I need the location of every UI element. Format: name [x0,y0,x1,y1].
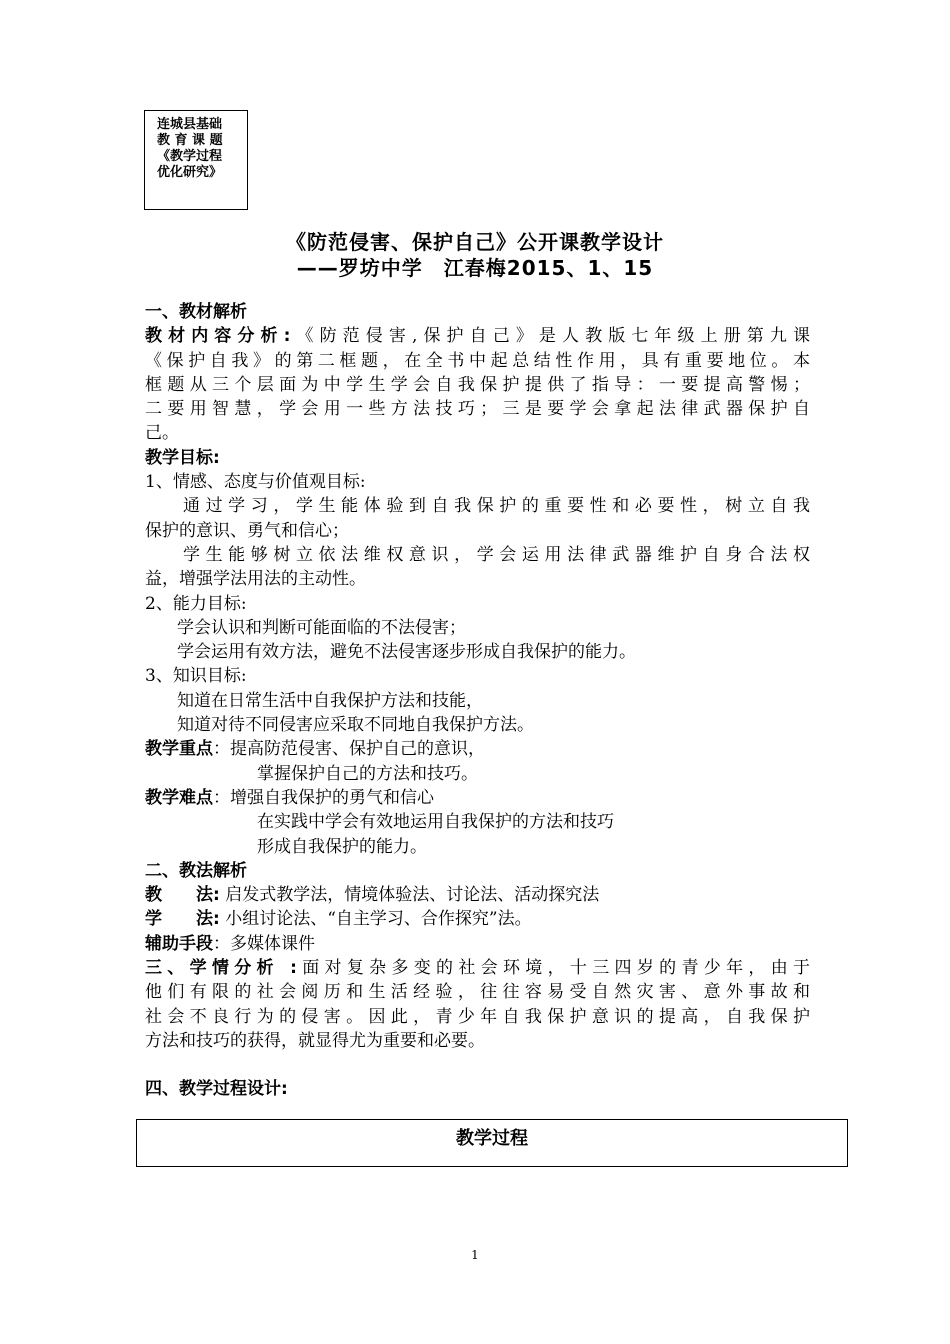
text: ：多媒体课件 [213,933,315,954]
goal-title: 2、能力目标: [145,593,247,614]
section-heading: 三、学情分析 : [145,958,297,979]
stamp-line: 优化研究》 [157,165,223,180]
goal-title: 1、情感、态度与价值观目标: [145,472,366,493]
paragraph-line: 学生能够树立依法维权意识，学会运用法律武器维护自身合法权 [183,544,810,565]
text: 面对复杂多变的社会环境，十三四岁的青少年，由于 [296,958,811,979]
paragraph-line: 通过学习，学生能体验到自我保护的重要性和必要性，树立自我 [183,496,810,517]
inline-label: 教材内容分析: [145,326,291,347]
paragraph-line: 学会认识和判断可能面临的不法侵害； [177,617,466,638]
text: 启发式教学法，情境体验法、讨论法、活动探究法 [225,885,600,906]
inline-label: 教学重点 [145,739,213,760]
goal-title: 3、知识目标: [145,666,247,687]
method-line [145,907,810,931]
inline-label: 学 法: [145,909,220,930]
document-body [145,300,810,1102]
paragraph-line: 方法和技巧的获得，就显得尤为重要和必要。 [145,1030,485,1051]
paragraph-line: 形成自我保护的能力。 [257,836,427,857]
stamp-line: 连城县基础 [157,117,223,132]
method-line [145,932,810,956]
paragraph-line: 己。 [145,423,179,444]
text: ：提高防范侵害、保护自己的意识， [213,739,485,760]
stamp-line: 《教学过程 [157,149,223,164]
table-header: 教学过程 [456,1128,528,1149]
text: ：增强自我保护的勇气和信心 [213,787,434,808]
paragraph-line: 社会不良行为的侵害。因此，青少年自我保护意识的提高，自我保护 [145,1006,810,1027]
section-heading: 四、教学过程设计: [145,1079,288,1100]
inline-label: 教 法: [145,885,220,906]
paragraph-line: 保护的意识、勇气和信心； [145,520,349,541]
section-heading: 二、教法解析 [145,860,247,881]
paragraph-line: 知道在日常生活中自我保护方法和技能， [177,690,483,711]
section-heading: 一、教材解析 [145,302,247,322]
text: 《防范侵害,保护自己》是人教版七年级上册第九课 [290,326,810,347]
paragraph-line: 知道对待不同侵害应采取不同地自我保护方法。 [177,715,534,736]
paragraph-line: 框题从三个层面为中学生学会自我保护提供了指导：一要提高警惕； [145,374,810,395]
inline-label: 教学难点 [145,787,213,808]
document-title: 《防范侵害、保护自己》公开课教学设计 [286,230,664,254]
paragraph-line: 掌握保护自己的方法和技巧。 [257,763,478,784]
page-number: 1 [471,1248,479,1262]
spacer [145,1053,810,1077]
paragraph-line [145,956,810,980]
method-line [145,883,810,907]
paragraph-line: 益，增强学法用法的主动性。 [145,569,366,590]
stamp-line: 教 育 课 题 [157,133,223,148]
paragraph-line: 二要用智慧，学会用一些方法技巧；三是要学会拿起法律武器保护自 [145,399,810,420]
project-stamp-box [144,110,248,210]
teaching-process-table [136,1119,848,1167]
paragraph-line: 他们有限的社会阅历和生活经验，往往容易受自然灾害、意外事故和 [145,982,810,1003]
paragraph-line: 《保护自我》的第二框题，在全书中起总结性作用，具有重要地位。本 [145,350,810,371]
document-subtitle: ——罗坊中学 江春梅2015、1、15 [296,256,654,280]
paragraph-line [145,324,810,348]
text: 小组讨论法、“自主学习、合作探究”法。 [225,909,532,930]
inline-label: 辅助手段 [145,933,213,954]
difficulty-line [145,786,810,810]
paragraph-line: 在实践中学会有效地运用自我保护的方法和技巧 [257,812,614,833]
key-points-line [145,737,810,761]
subsection-heading: 教学目标: [145,447,220,468]
paragraph-line: 学会运用有效方法，避免不法侵害逐步形成自我保护的能力。 [177,642,636,663]
